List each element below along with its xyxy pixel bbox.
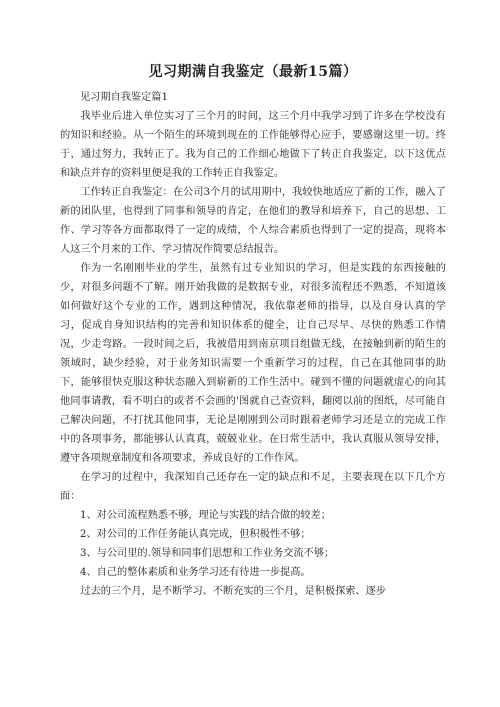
list-item: 3、与公司里的.领导和同事们思想和工作业务交流不够； [80,548,335,559]
list-item: 2、对公司的工作任务能认真完成，但积极性不够； [80,529,311,540]
paragraph-shortcomings-intro: 在学习的过程中，我深知自己还存在一定的缺点和不足，主要表现在以下几个方面： [60,472,446,502]
paragraph-closing: 过去的三个月，是不断学习、不断充实的三个月，是积极探索、逐步 [80,586,387,597]
list-item: 4、自己的整体素质和业务学习还有待进一步提高。 [80,567,311,578]
paragraph-summary: 工作转正自我鉴定：在公司3个月的试用期中，我较快地适应了新的工作，融入了新的团队里，也得到了同事和领导的肯定，在他们的教导和培养下，自己的思想、工作、学习等各方面都取得了一定的成绩，个人综合素质也得到了一定的提高，现将本人这三个月来的工作、学习情况作简要总结报告。 [60,187,446,255]
document-title: 见习期满自我鉴定（最新15篇） [148,64,358,80]
paragraph-intro: 我毕业后进入单位实习了三个月的时间，这三个月中我学习到了许多在学校没有的知识和经验。从一个陌生的环境到现在的工作能够得心应手，要感谢这里一切。终于，通过努力，我转正了。我为自己的工作细心地做下了转正自我鉴定，以下这优点和缺点并存的资料里便是我的工作转正自我鉴定。 [60,111,446,179]
paragraph-experience: 作为一名刚刚毕业的学生，虽然有过专业知识的学习，但是实践的东西接触的少，对很多问题不了解。刚开始我做的是数据专业，对很多流程还不熟悉，不知道该如何做好这个专业的工作，遇到这种情况，我依靠老师的指导，以及自身认真的学习，促成自身知识结构的完善和知识体系的健全，让自己尽早、尽快的熟悉工作情况，少走弯路。一段时间之后，我被借用到南京项目组做无线，在接触到新的陌生的领域时，缺少经验，对于业务知识需要一个重新学习的过程，自己在其他同事的助下，能够很快克服这种状态融入到崭新的工作生活中。碰到不懂的问题就虚心的向其他同事请教，看不明白的或者不会画的'图就自己查资料，翻阅以前的图纸，尽可能自己解决问题，不打扰其他同事，无论是刚刚到公司时跟着老师学习还是立的完成工作中的各项事务，都能够认认真真，兢兢业业。在日常生活中，我认真服从领导安排，遵守各项规章制度和各项要求，养成良好的工作作风。 [60,263,446,464]
section-heading: 见习期自我鉴定篇1 [80,92,168,103]
list-item: 1、对公司流程熟悉不够，理论与实践的结合做的较差； [80,510,331,521]
